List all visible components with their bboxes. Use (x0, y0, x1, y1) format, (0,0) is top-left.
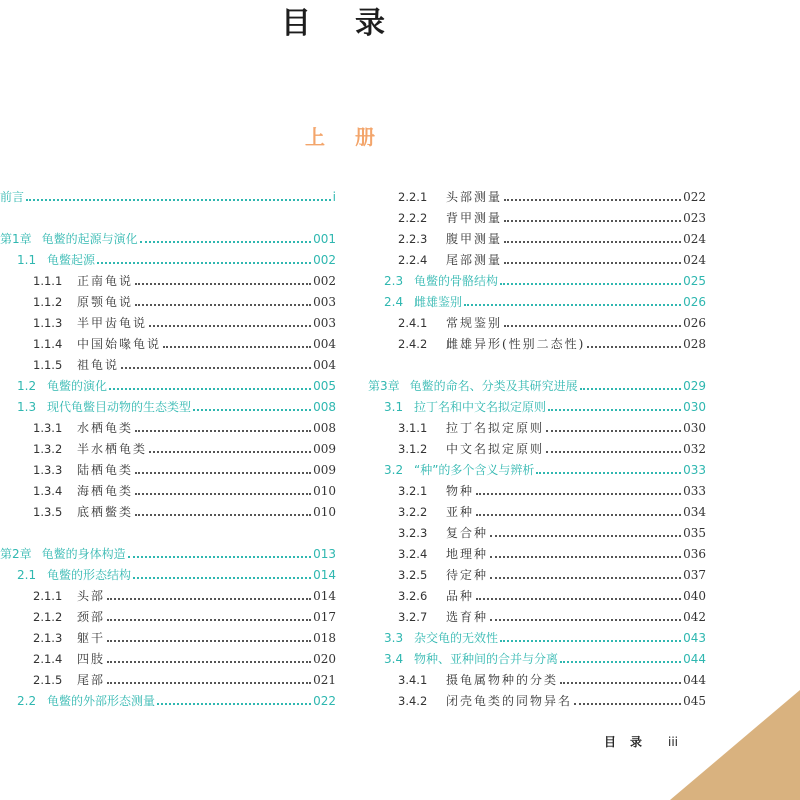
page-title: 目录 (281, 6, 429, 41)
toc-entry-title: 龟鳖的演化 (47, 379, 108, 393)
toc-leader-dots (490, 535, 681, 537)
toc-leader-dots (504, 325, 681, 327)
toc-entry-number: 1.3.4 (33, 484, 63, 498)
toc-leader-dots (109, 388, 311, 390)
toc-entry-number: 3.1.2 (398, 442, 428, 456)
toc-entry-number: 3.3 (384, 631, 404, 645)
toc-entry-title: 祖龟说 (77, 358, 120, 372)
toc-right-column (368, 187, 706, 712)
toc-leader-dots (135, 304, 311, 306)
toc-entry-sub[interactable] (368, 523, 706, 544)
toc-entry-page: 009 (313, 463, 336, 477)
toc-entry-title: 常规鉴别 (446, 316, 503, 330)
toc-entry-title: 雌雄鉴别 (414, 295, 463, 309)
toc-entry-number: 1.1.1 (33, 274, 63, 288)
toc-entry-title: 待定种 (446, 568, 489, 582)
toc-entry-number: 3.2.4 (398, 547, 428, 561)
page-footer (604, 733, 678, 750)
toc-entry-title: 海栖龟类 (77, 484, 134, 498)
toc-leader-dots (504, 199, 681, 201)
toc-entry-page: 014 (313, 589, 336, 603)
toc-leader-dots (135, 430, 311, 432)
toc-entry-page: 023 (683, 211, 706, 225)
toc-entry-page: 020 (313, 652, 336, 666)
toc-entry-page: 025 (683, 274, 706, 288)
toc-leader-dots (500, 283, 681, 285)
toc-entry-chapter[interactable] (368, 376, 706, 397)
toc-leader-dots (193, 409, 311, 411)
toc-entry-title: 拉丁名和中文名拟定原则 (414, 400, 547, 414)
corner-decoration (670, 690, 800, 800)
toc-entry-sub[interactable] (368, 544, 706, 565)
toc-entry-title: 原颚龟说 (77, 295, 134, 309)
toc-entry-title: 龟鳖起源 (47, 253, 96, 267)
toc-entry-sub[interactable] (368, 607, 706, 628)
toc-entry-sub[interactable] (0, 649, 336, 670)
toc-leader-dots (476, 514, 681, 516)
toc-entry-number: 2.2 (17, 694, 37, 708)
toc-entry-page: 030 (683, 421, 706, 435)
toc-entry-number: 3.4.1 (398, 673, 428, 687)
toc-entry-page: 018 (313, 631, 336, 645)
toc-entry-title: 中国始喙龟说 (77, 337, 162, 351)
toc-entry-sub[interactable] (368, 670, 706, 691)
toc-entry-sub[interactable] (0, 607, 336, 628)
toc-entry-sub[interactable] (0, 271, 336, 292)
toc-entry-page: 044 (683, 673, 706, 687)
toc-leader-dots (149, 451, 311, 453)
toc-entry-section[interactable] (0, 565, 336, 586)
toc-leader-dots (135, 493, 311, 495)
toc-entry-section[interactable] (368, 649, 706, 670)
toc-entry-number: 2.1.2 (33, 610, 63, 624)
toc-entry-section[interactable] (368, 628, 706, 649)
toc-entry-section[interactable] (368, 397, 706, 418)
toc-entry-sub[interactable] (0, 481, 336, 502)
toc-entry-section[interactable] (0, 376, 336, 397)
toc-entry-number: 2.2.2 (398, 211, 428, 225)
toc-entry-title: 头部 (77, 589, 106, 603)
toc-entry-page: 022 (683, 190, 706, 204)
toc-leader-dots (107, 640, 311, 642)
toc-entry-page: 010 (313, 484, 336, 498)
toc-entry-title: 龟鳖的外部形态测量 (47, 694, 156, 708)
toc-entry-number: 1.2 (17, 379, 37, 393)
toc-entry-title: 躯干 (77, 631, 106, 645)
toc-entry-title: 尾部测量 (446, 253, 503, 267)
toc-entry-number: 2.2.3 (398, 232, 428, 246)
toc-entry-sub[interactable] (0, 292, 336, 313)
toc-entry-sub[interactable] (368, 481, 706, 502)
toc-entry-number: 3.1.1 (398, 421, 428, 435)
toc-leader-dots (133, 577, 311, 579)
toc-entry-title: 尾部 (77, 673, 106, 687)
toc-leader-dots (135, 472, 311, 474)
toc-leader-dots (580, 388, 681, 390)
toc-entry-title: 半甲齿龟说 (77, 316, 148, 330)
toc-entry-sub[interactable] (368, 208, 706, 229)
toc-entry-section[interactable] (368, 292, 706, 313)
toc-entry-number: 2.4 (384, 295, 404, 309)
toc-leader-dots (97, 262, 311, 264)
toc-entry-number: 2.2.4 (398, 253, 428, 267)
toc-leader-dots (490, 556, 681, 558)
toc-entry-number: 2.3 (384, 274, 404, 288)
toc-entry-sub[interactable] (368, 229, 706, 250)
toc-entry-page: 008 (313, 421, 336, 435)
toc-entry-sub[interactable] (0, 628, 336, 649)
toc-entry-page: 024 (683, 253, 706, 267)
toc-leader-dots (504, 220, 681, 222)
toc-entry-page: 010 (313, 505, 336, 519)
toc-entry-number: 2.1.4 (33, 652, 63, 666)
toc-entry-sub[interactable] (368, 250, 706, 271)
toc-entry-number: 1.3.5 (33, 505, 63, 519)
toc-entry-number: 3.4 (384, 652, 404, 666)
toc-entry-chapter[interactable] (0, 544, 336, 565)
toc-entry-title: 品种 (446, 589, 475, 603)
toc-entry-sub[interactable] (368, 691, 706, 712)
toc-leader-dots (26, 199, 331, 201)
toc-entry-page: 042 (683, 610, 706, 624)
toc-entry-number: 第2章 (0, 547, 32, 561)
toc-entry-section[interactable] (368, 460, 706, 481)
toc-entry-sub[interactable] (368, 502, 706, 523)
toc-entry-page: 009 (313, 442, 336, 456)
toc-entry-page: 004 (313, 358, 336, 372)
toc-entry-page: 022 (313, 694, 336, 708)
toc-entry-title: 陆栖龟类 (77, 463, 134, 477)
toc-entry-page: 014 (313, 568, 336, 582)
toc-entry-title: 地理种 (446, 547, 489, 561)
toc-entry-section[interactable] (0, 397, 336, 418)
toc-leader-dots (546, 430, 681, 432)
toc-entry-sub[interactable] (368, 439, 706, 460)
toc-entry-title: 半水栖龟类 (77, 442, 148, 456)
toc-entry-page: 040 (683, 589, 706, 603)
toc-entry-page: 026 (683, 295, 706, 309)
toc-entry-page: 028 (683, 337, 706, 351)
toc-leader-dots (163, 346, 311, 348)
toc-entry-title: 四肢 (77, 652, 106, 666)
toc-entry-page: 005 (313, 379, 336, 393)
toc-entry-sub[interactable] (0, 670, 336, 691)
toc-leader-dots (490, 619, 681, 621)
toc-entry-page: 026 (683, 316, 706, 330)
toc-leader-dots (500, 640, 681, 642)
toc-leader-dots (548, 409, 681, 411)
toc-entry-page: 002 (313, 274, 336, 288)
toc-entry-sub[interactable] (368, 187, 706, 208)
toc-leader-dots (560, 682, 681, 684)
toc-entry-title: 龟鳖的形态结构 (47, 568, 132, 582)
toc-entry-title: 物种、亚种间的合并与分离 (414, 652, 559, 666)
toc-entry-page: 033 (683, 463, 706, 477)
toc-entry-title: 中文名拟定原则 (446, 442, 545, 456)
toc-entry-number: 2.1.1 (33, 589, 63, 603)
toc-entry-page: 030 (683, 400, 706, 414)
toc-leader-dots (476, 493, 681, 495)
toc-entry-number: 2.1.5 (33, 673, 63, 687)
toc-entry-page: 029 (683, 379, 706, 393)
toc-entry-page: 021 (313, 673, 336, 687)
toc-entry-section[interactable] (0, 250, 336, 271)
toc-gap (0, 523, 336, 544)
toc-entry-title: 前言 (0, 190, 25, 204)
toc-entry-title: 杂交龟的无效性 (414, 631, 499, 645)
toc-entry-title: 颈部 (77, 610, 106, 624)
toc-entry-preface[interactable] (0, 187, 336, 208)
toc-entry-title: 背甲测量 (446, 211, 503, 225)
toc-entry-number: 3.2.6 (398, 589, 428, 603)
toc-leader-dots (107, 619, 311, 621)
toc-entry-sub[interactable] (0, 460, 336, 481)
toc-entry-title: 水栖龟类 (77, 421, 134, 435)
toc-entry-sub[interactable] (0, 502, 336, 523)
toc-leader-dots (107, 598, 311, 600)
toc-leader-dots (546, 451, 681, 453)
toc-gap (368, 355, 706, 376)
footer-page-number: iii (668, 735, 679, 749)
toc-entry-page: 001 (313, 232, 336, 246)
toc-entry-sub[interactable] (368, 565, 706, 586)
toc-entry-page: 035 (683, 526, 706, 540)
toc-entry-page: 002 (313, 253, 336, 267)
toc-leader-dots (464, 304, 681, 306)
toc-entry-sub[interactable] (0, 313, 336, 334)
toc-entry-page: i (332, 190, 336, 204)
toc-leader-dots (135, 514, 311, 516)
toc-leader-dots (107, 661, 311, 663)
toc-leader-dots (560, 661, 681, 663)
toc-entry-title: 亚种 (446, 505, 475, 519)
toc-entry-number: 1.3.3 (33, 463, 63, 477)
toc-entry-page: 045 (683, 694, 706, 708)
toc-entry-page: 032 (683, 442, 706, 456)
toc-gap (0, 208, 336, 229)
toc-entry-number: 2.1 (17, 568, 37, 582)
toc-entry-page: 034 (683, 505, 706, 519)
toc-entry-number: 1.1.3 (33, 316, 63, 330)
toc-left-column (0, 187, 336, 712)
toc-entry-number: 1.3 (17, 400, 37, 414)
toc-entry-title: 复合种 (446, 526, 489, 540)
toc-entry-title: 选育种 (446, 610, 489, 624)
toc-entry-page: 003 (313, 295, 336, 309)
toc-entry-sub[interactable] (0, 334, 336, 355)
toc-leader-dots (128, 556, 311, 558)
toc-entry-number: 1.1 (17, 253, 37, 267)
toc-entry-number: 3.2.2 (398, 505, 428, 519)
volume-title: 上册 (305, 125, 405, 149)
toc-entry-page: 044 (683, 652, 706, 666)
toc-entry-title: “种”的多个含义与辨析 (414, 463, 535, 477)
toc-entry-page: 017 (313, 610, 336, 624)
toc-entry-sub[interactable] (368, 586, 706, 607)
toc-leader-dots (587, 346, 681, 348)
toc-entry-page: 003 (313, 316, 336, 330)
toc-entry-page: 008 (313, 400, 336, 414)
toc-leader-dots (121, 367, 311, 369)
toc-entry-number: 3.2.7 (398, 610, 428, 624)
toc-entry-page: 043 (683, 631, 706, 645)
toc-leader-dots (157, 703, 311, 705)
toc-entry-page: 036 (683, 547, 706, 561)
toc-entry-page: 013 (313, 547, 336, 561)
toc-entry-title: 龟鳖的骨骼结构 (414, 274, 499, 288)
toc-entry-sub[interactable] (0, 418, 336, 439)
toc-entry-title: 头部测量 (446, 190, 503, 204)
toc-entry-number: 3.2.1 (398, 484, 428, 498)
toc-leader-dots (476, 598, 681, 600)
toc-entry-number: 1.3.2 (33, 442, 63, 456)
toc-entry-number: 3.2.5 (398, 568, 428, 582)
toc-entry-number: 1.1.5 (33, 358, 63, 372)
corner-triangle (670, 690, 800, 800)
toc-entry-sub[interactable] (368, 313, 706, 334)
toc-entry-number: 2.4.1 (398, 316, 428, 330)
toc-leader-dots (140, 241, 311, 243)
toc-entry-number: 2.2.1 (398, 190, 428, 204)
toc-entry-sub[interactable] (0, 439, 336, 460)
toc-leader-dots (574, 703, 681, 705)
toc-entry-sub[interactable] (0, 355, 336, 376)
toc-entry-number: 3.1 (384, 400, 404, 414)
toc-entry-page: 033 (683, 484, 706, 498)
toc-entry-title: 雌雄异形(性别二态性) (446, 337, 586, 351)
toc-entry-title: 拉丁名拟定原则 (446, 421, 545, 435)
toc-leader-dots (149, 325, 311, 327)
toc-entry-page: 004 (313, 337, 336, 351)
toc-entry-title: 闭壳龟类的同物异名 (446, 694, 573, 708)
toc-entry-number: 第1章 (0, 232, 32, 246)
toc-entry-sub[interactable] (0, 586, 336, 607)
toc-entry-title: 底栖鳖类 (77, 505, 134, 519)
toc-entry-title: 龟鳖的命名、分类及其研究进展 (409, 379, 578, 393)
toc-entry-title: 龟鳖的身体构造 (41, 547, 126, 561)
toc-entry-number: 3.2.3 (398, 526, 428, 540)
toc-entry-number: 1.1.2 (33, 295, 63, 309)
toc-entry-title: 摄龟属物种的分类 (446, 673, 559, 687)
toc-entry-page: 037 (683, 568, 706, 582)
toc-entry-sub[interactable] (368, 334, 706, 355)
toc-entry-page: 024 (683, 232, 706, 246)
toc-entry-title: 物种 (446, 484, 475, 498)
footer-title: 目录 (604, 735, 657, 749)
toc-entry-section[interactable] (0, 691, 336, 712)
toc-leader-dots (135, 283, 311, 285)
toc-leader-dots (107, 682, 311, 684)
toc-entry-number: 3.2 (384, 463, 404, 477)
toc-leader-dots (490, 577, 681, 579)
toc-entry-number: 3.4.2 (398, 694, 428, 708)
toc-leader-dots (504, 262, 681, 264)
toc-entry-sub[interactable] (368, 418, 706, 439)
toc-entry-number: 第3章 (368, 379, 400, 393)
toc-entry-number: 1.3.1 (33, 421, 63, 435)
toc-leader-dots (504, 241, 681, 243)
toc-entry-title: 龟鳖的起源与演化 (41, 232, 138, 246)
toc-entry-title: 现代龟鳖目动物的生态类型 (47, 400, 192, 414)
toc-entry-number: 2.1.3 (33, 631, 63, 645)
toc-entry-title: 腹甲测量 (446, 232, 503, 246)
toc-leader-dots (536, 472, 681, 474)
toc-entry-title: 正南龟说 (77, 274, 134, 288)
toc-entry-chapter[interactable] (0, 229, 336, 250)
toc-entry-section[interactable] (368, 271, 706, 292)
toc-entry-number: 1.1.4 (33, 337, 63, 351)
toc-entry-number: 2.4.2 (398, 337, 428, 351)
